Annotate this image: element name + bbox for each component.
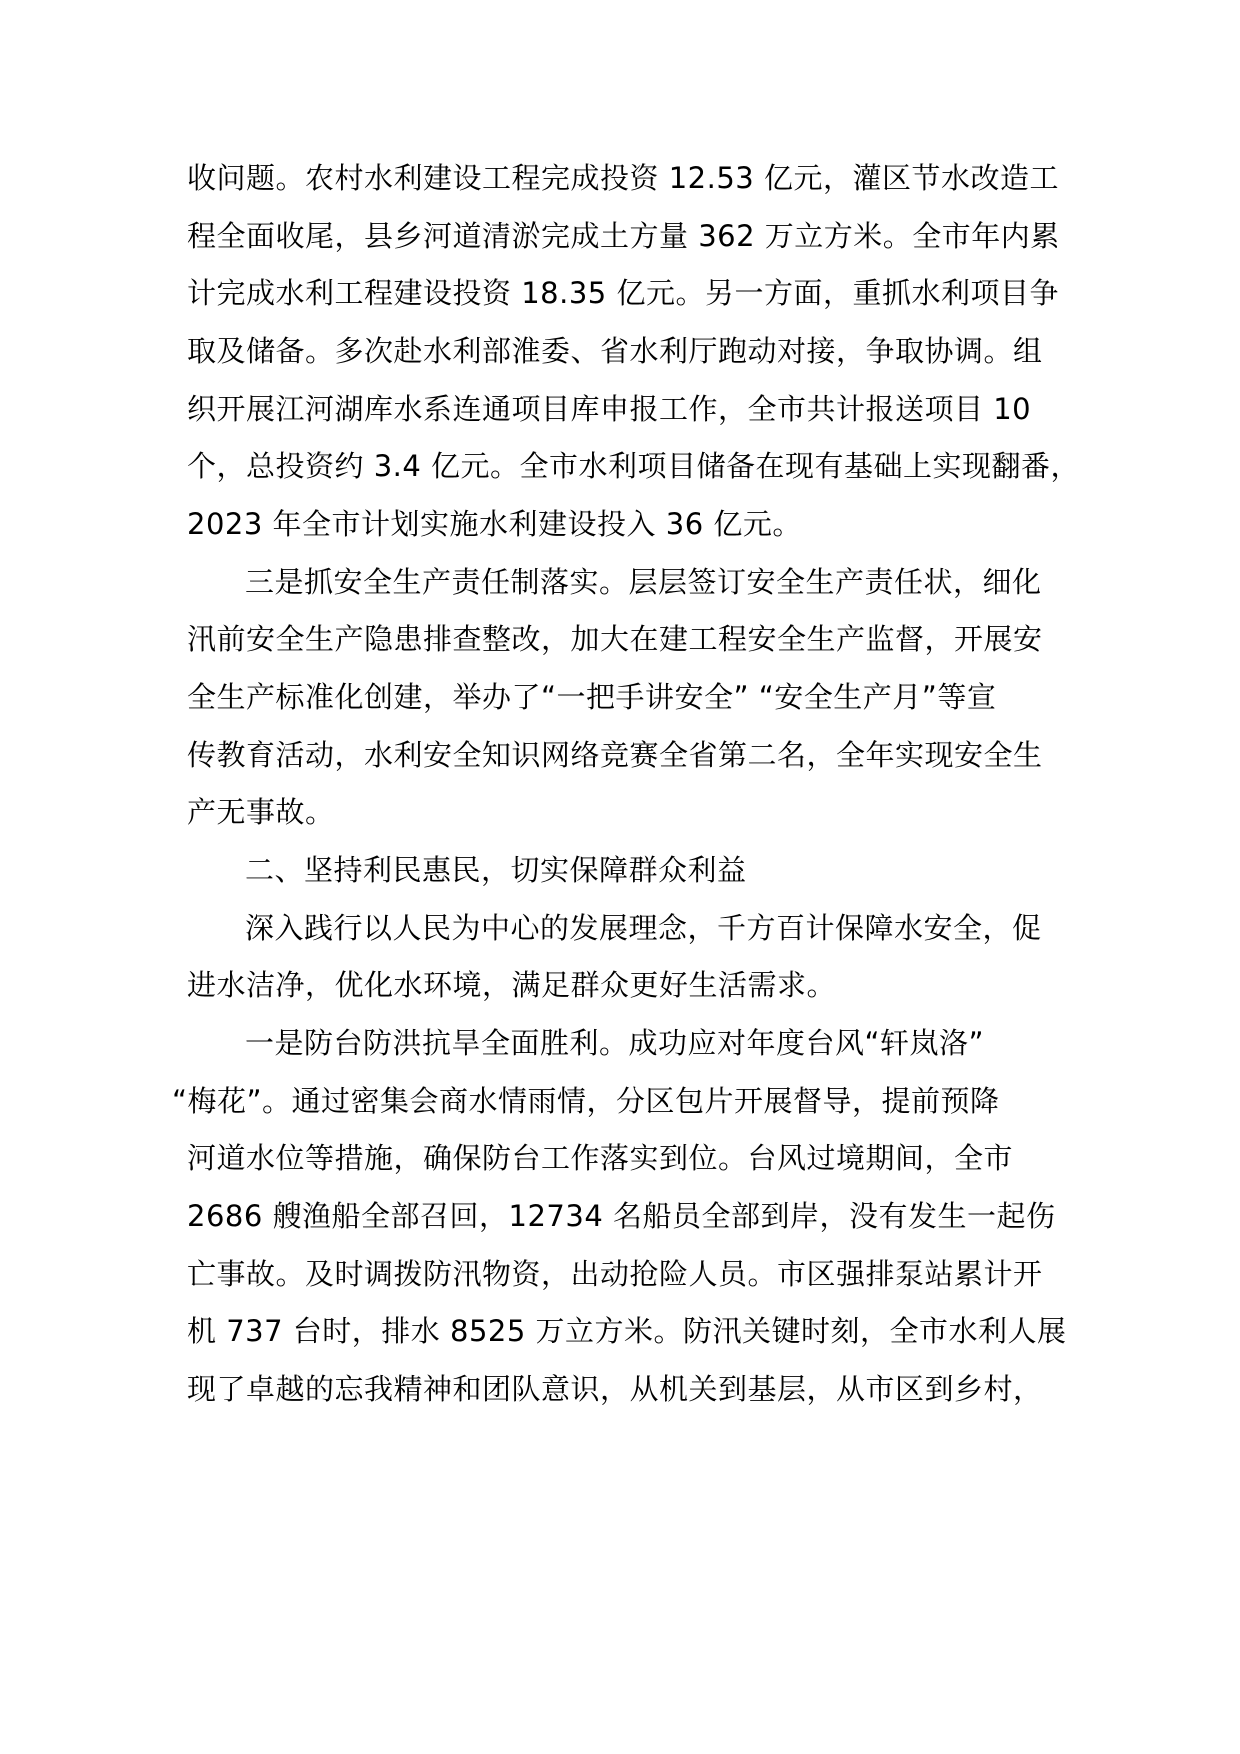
paragraph-first-line: 一是防台防洪抗旱全面胜利。成功应对年度台风“轩岚洛”	[245, 1026, 985, 1060]
paragraph-first-line: 三是抓安全生产责任制落实。层层签订安全生产责任状，细化	[245, 565, 1042, 599]
text-line: 程全面收尾，县乡河道清淤完成土方量 362 万立方米。全市年内累	[187, 219, 1060, 253]
text-line: 现了卓越的忘我精神和团队意识，从机关到基层，从市区到乡村，	[187, 1372, 1043, 1406]
text-line: 机 737 台时，排水 8525 万立方米。防汛关键时刻，全市水利人展	[187, 1314, 1067, 1348]
text-line: 全生产标准化创建，举办了“一把手讲安全” “安全生产月”等宣	[187, 680, 997, 714]
text-line: 计完成水利工程建设投资 18.35 亿元。另一方面，重抓水利项目争	[187, 276, 1059, 310]
text-line: 传教育活动，水利安全知识网络竞赛全省第二名，全年实现安全生	[187, 738, 1043, 772]
paragraph-first-line: 深入践行以人民为中心的发展理念，千方百计保障水安全，促	[245, 911, 1042, 945]
text-line: 产无事故。	[187, 795, 335, 829]
text-line: 河道水位等措施，确保防台工作落实到位。台风过境期间，全市	[187, 1141, 1014, 1175]
text-line: 进水洁净，优化水环境，满足群众更好生活需求。	[187, 968, 837, 1002]
text-line: 取及储备。多次赴水利部淮委、省水利厅跑动对接，争取协调。组	[187, 334, 1043, 368]
text-line: 汛前安全生产隐患排查整改，加大在建工程安全生产监督，开展安	[187, 622, 1043, 656]
text-line: 织开展江河湖库水系连通项目库申报工作，全市共计报送项目 10	[187, 392, 1032, 426]
text-line: 收问题。农村水利建设工程完成投资 12.53 亿元，灌区节水改造工	[187, 161, 1059, 195]
text-line: 个，总投资约 3.4 亿元。全市水利项目储备在现有基础上实现翻番，	[187, 449, 1081, 483]
text-line: “梅花”。通过密集会商水情雨情，分区包片开展督导，提前预降	[172, 1084, 1000, 1118]
text-line: 亡事故。及时调拨防汛物资，出动抢险人员。市区强排泵站累计开	[187, 1257, 1043, 1291]
text-line: 2686 艘渔船全部召回，12734 名船员全部到岸，没有发生一起伤	[187, 1199, 1056, 1233]
section-heading: 二、坚持利民惠民，切实保障群众利益	[245, 853, 747, 887]
text-line: 2023 年全市计划实施水利建设投入 36 亿元。	[187, 507, 802, 541]
